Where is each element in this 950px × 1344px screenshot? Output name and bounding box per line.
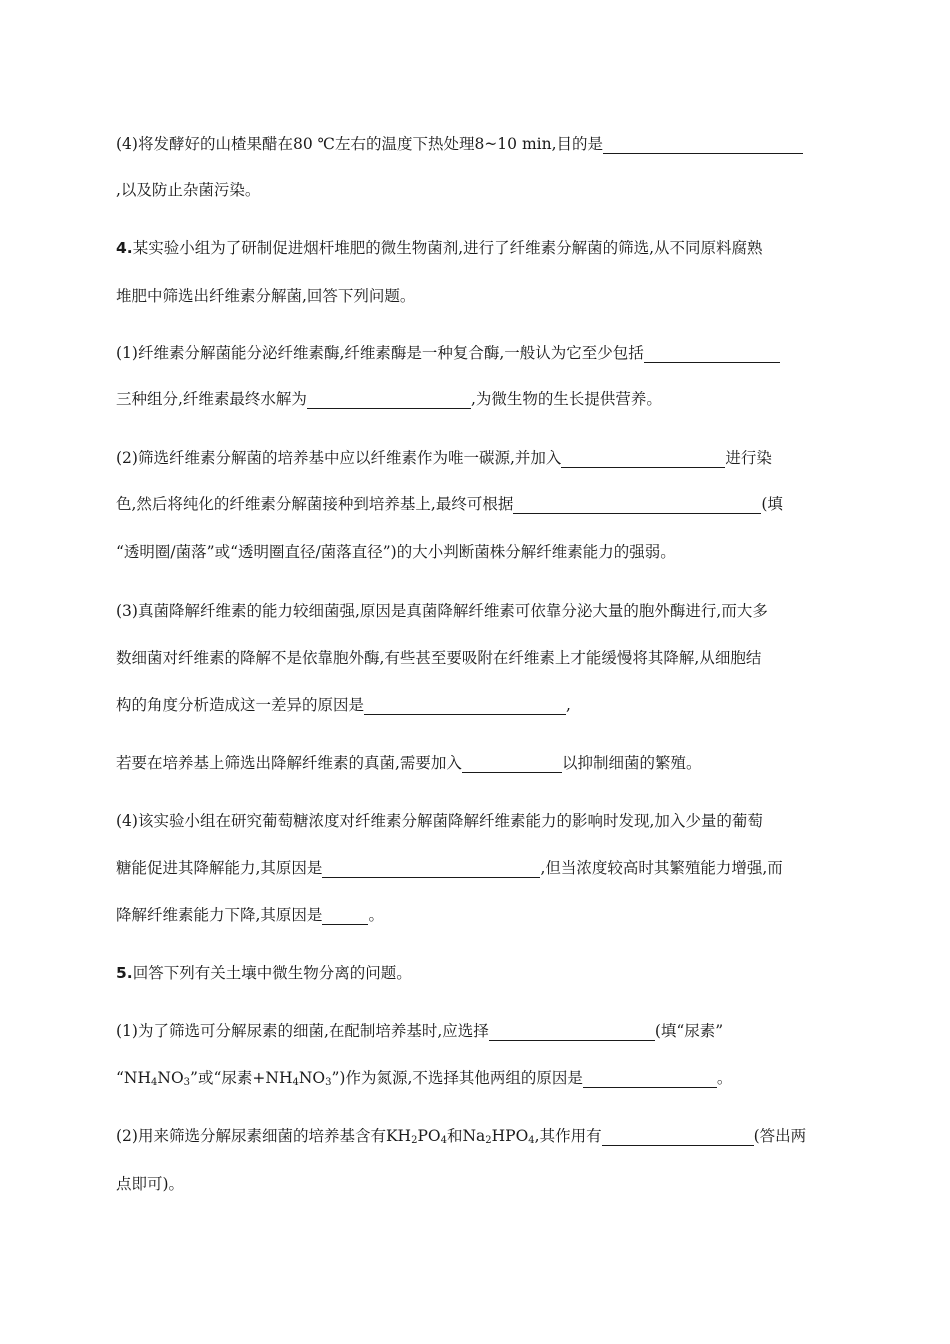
answer-blank[interactable] — [322, 861, 540, 878]
q3-part4-line2: ,以及防止杂菌污染。 — [116, 181, 261, 199]
answer-blank[interactable] — [583, 1071, 717, 1088]
answer-blank[interactable] — [364, 698, 566, 715]
q4-part4-line2: 糖能促进其降解能力,其原因是 ,但当浓度较高时其繁殖能力增强,而 — [116, 859, 783, 877]
answer-blank[interactable] — [513, 497, 761, 514]
q4-part3-line1: (3)真菌降解纤维素的能力较细菌强,原因是真菌降解纤维素可依靠分泌大量的胞外酶进行,而大多 — [116, 602, 768, 620]
answer-blank[interactable] — [307, 392, 471, 409]
q4-part2-line1: (2)筛选纤维素分解菌的培养基中应以纤维素作为唯一碳源,并加入 进行染 — [116, 449, 772, 467]
q4-part4-line3: 降解纤维素能力下降,其原因是 。 — [116, 906, 384, 924]
answer-blank[interactable] — [322, 908, 368, 925]
q4-intro-line1: 4.某实验小组为了研制促进烟杆堆肥的微生物菌剂,进行了纤维素分解菌的筛选,从不同原料腐熟 — [116, 239, 763, 257]
q4-part3-line3: 构的角度分析造成这一差异的原因是 , — [116, 696, 571, 714]
question-number: 4. — [116, 239, 133, 257]
answer-blank[interactable] — [462, 756, 562, 773]
q5-intro: 5.回答下列有关土壤中微生物分离的问题。 — [116, 964, 412, 982]
q5-part1-line1: (1)为了筛选可分解尿素的细菌,在配制培养基时,应选择 (填“尿素” — [116, 1022, 724, 1040]
q4-part2-line3: “透明圈/菌落”或“透明圈直径/菌落直径”)的大小判断菌株分解纤维素能力的强弱。 — [116, 543, 676, 561]
q4-part1-line1: (1)纤维素分解菌能分泌纤维素酶,纤维素酶是一种复合酶,一般认为它至少包括 — [116, 343, 836, 363]
q5-part1-line2: “$NH_4NO_3$”或“尿素$+NH_4NO_3$”)作为氮源,不选择其他两组的原因是 。 — [116, 1069, 733, 1088]
q4-part3-line2: 数细菌对纤维素的降解不是依靠胞外酶,有些甚至要吸附在纤维素上才能缓慢将其降解,从细胞结 — [116, 649, 762, 667]
answer-blank[interactable] — [603, 137, 803, 154]
q5-part2-line2: 点即可)。 — [116, 1175, 185, 1193]
answer-blank[interactable] — [561, 451, 725, 468]
answer-blank[interactable] — [644, 346, 780, 363]
answer-blank[interactable] — [602, 1129, 754, 1146]
q4-part4-line1: (4)该实验小组在研究葡萄糖浓度对纤维素分解菌降解纤维素能力的影响时发现,加入少量的葡萄 — [116, 812, 763, 830]
q4-part2-line2: 色,然后将纯化的纤维素分解菌接种到培养基上,最终可根据 (填 — [116, 495, 783, 513]
q4-intro-line2: 堆肥中筛选出纤维素分解菌,回答下列问题。 — [116, 287, 416, 305]
question-number: 5. — [116, 964, 133, 982]
q4-part3-line4: 若要在培养基上筛选出降解纤维素的真菌,需要加入 以抑制细菌的繁殖。 — [116, 754, 702, 772]
answer-blank[interactable] — [489, 1024, 655, 1041]
q5-part2-line1: (2)用来筛选分解尿素细菌的培养基含有$KH_2PO_4$和$Na_2HPO_4$,其作用有 (答出两 — [116, 1127, 807, 1146]
q3-part4-line1: (4)将发酵好的山楂果醋在80 ℃左右的温度下热处理8~10 min,目的是 — [116, 134, 836, 154]
q4-part1-line2: 三种组分,纤维素最终水解为 ,为微生物的生长提供营养。 — [116, 390, 662, 408]
